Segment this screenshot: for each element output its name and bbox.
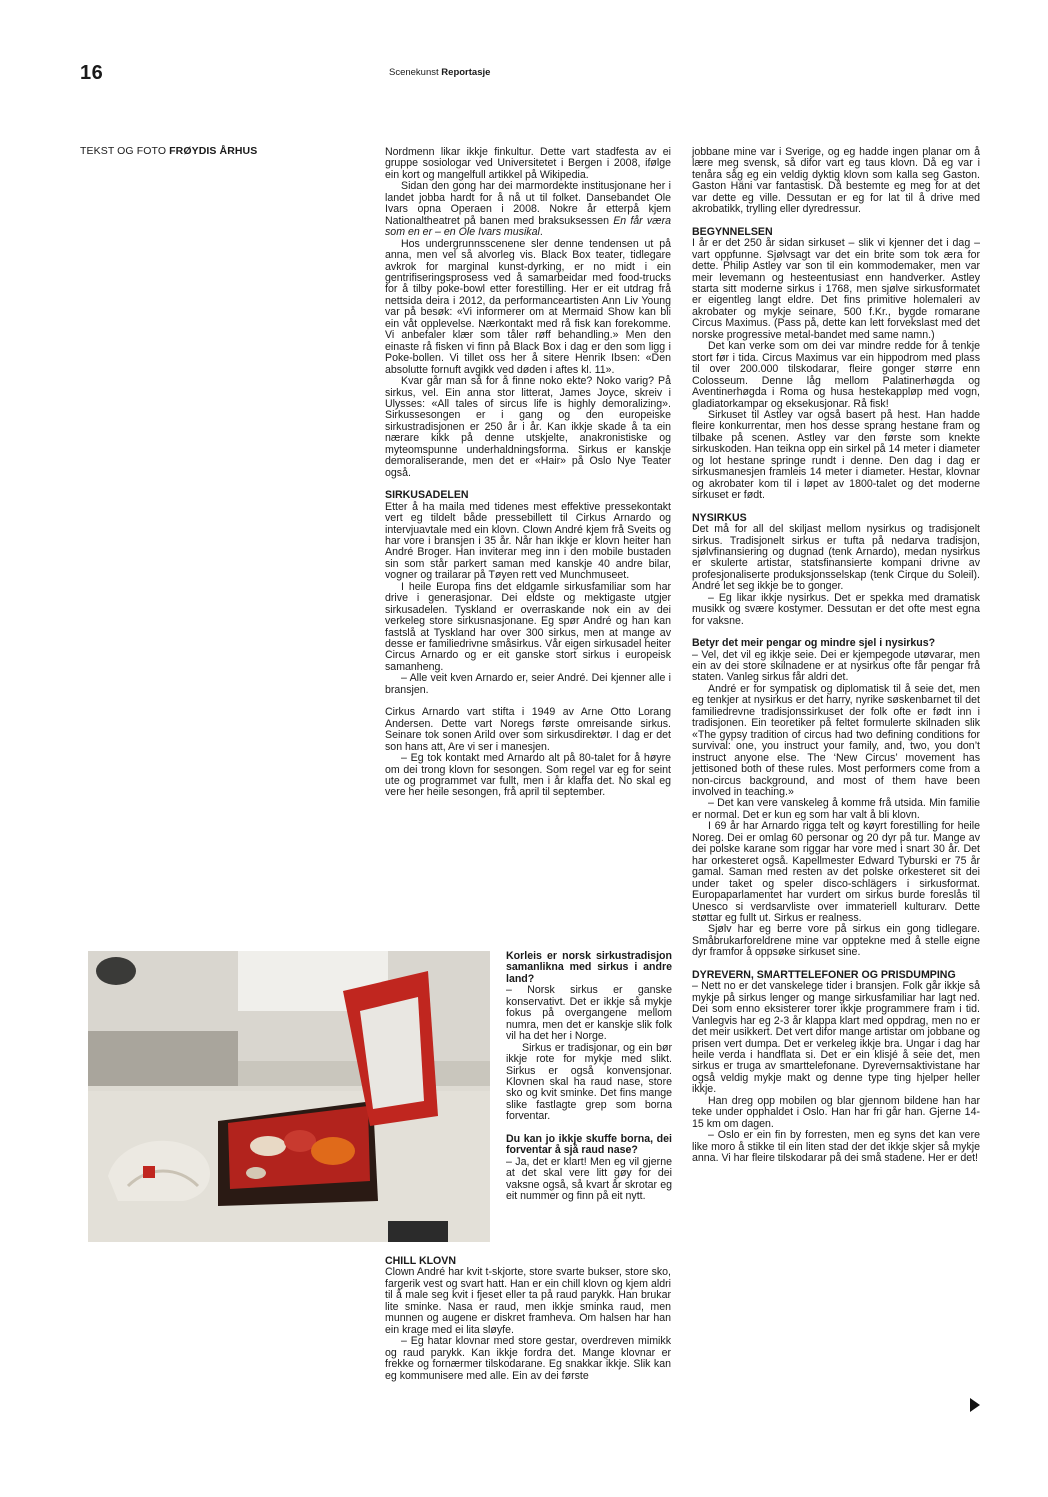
quote-paragraph: – Det kan vere vanskeleg å komme frå utsida. Min familie er normal. Det er kun eg som har valt å bli klovn. [692,797,980,821]
paragraph: Sirkuset til Astley var også basert på hest. Han hadde fleire konkurrentar, men hos desse sprang hestane fram og tilbake på scenen. Astley var den første som knekte sirkuskoden. Han teikna opp ein sirkel på 14 meter i diameter og lot hestane springe rundt i denne. Den dag i dag er sirkusmanesjen framleis 14 meter i diameter. Hestar, klovnar og akrobater kom til i løpet av 1800-talet og det moderne sirkuset er født. [692,408,980,502]
subheading: SIRKUSADELEN [385,489,469,502]
interview-question: Betyr det meir pengar og mindre sjel i nysirkus? [692,637,936,650]
paragraph: – Nett no er det vanskelege tider i bransjen. Folk går ikkje så mykje på sirkus lenger og mange sirkusfamiliar har lagt ned. Dei som enno eksisterer torer ikkje programmere fram i tid. Vanlegvis har eg 2-3 år klappa klart med oppdrag, men no er det meir usikkert. Det vert difor mange artistar om jobbane og prisen vert dumpa. Det er verkeleg ikkje bra. Ungar i dag har heile verda i handflata si. Det er ein klisjé å seie det, men sirkus er truga av smarttelefonane. Dyrevernsaktivistane har også veldig mykje makt og denne type ting hjelper heller ikkje. [692,980,980,1096]
paragraph: Det kan verke som om dei var mindre redde for å tenkje stort før i tida. Circus Maximus var ein hippodrom med plass til over 200.000 tilskodarar, fleire gonger større enn Colosseum. Denne låg mellom Palatinerhøgda og Aventinerhøgda i Roma og husa hestekappløp med vogn, gladiatorkampar og eksekusjonar. Rå fisk! [692,340,980,410]
interview-answer: – Ja, det er klart! Men eg vil gjerne at det skal vere litt gøy for dei vaksne også, så kvart år skrotar eg eit nummer og finn på eit nytt. [506,1155,672,1203]
page-number: 16 [80,62,104,84]
byline-prefix: TEKST OG FOTO [80,145,167,157]
byline-name: FRØYDIS ÅRHUS [169,145,258,157]
quote-paragraph: – Eg likar ikkje nysirkus. Det er spekka med dramatisk musikk og svære kostymer. Dessutan er det ofte mest egna for vaksne. [692,591,980,627]
italic-title: En får væra som en er – en Ole Ivars musikal [385,214,672,239]
subheading: NYSIRKUS [692,511,747,524]
paragraph: Hos undergrunnsscenene sler denne tendensen ut på anna, men vel så alvorleg vis. Black Box teater, tidlegare avkrok for marginal kunst-dyrking, er no midt i ein gentrifiseringsprosess ved å samarbeidar med food-trucks for å tilby poke-bowl etter forestilling. Her er eit utdrag frå nettsida deira i 2012, da performanceartisten Ann Liv Young var på besøk: «Vi informerer om at Mermaid Show kan bli ein våt opplevelse. Nærkontakt med rå fisk kan forekomme. Vi anbefaler klær som tåler røff behandling.» Men den einaste rå fisken vi finn på Black Box i dag er den som ligg i Poke-bollen. Vi tillet oss her å sitere Henrik Ibsen: «Den absolutte fornuft avgikk ved døden i aftes kl. 11». [385,237,671,376]
paragraph: Nordmenn likar ikkje finkultur. Dette vart stadfesta av ei gruppe sosiologar ved Universitetet i Bergen i 2008, ifølge ein kort og mangelfull artikkel på Wikipedia. [385,146,671,181]
article-column-2-bottom [385,1256,671,1382]
paragraph: André er for sympatisk og diplomatisk til å seie det, men eg tenkjer at nysirkus er det harry, nyrike søskenbarnet til det familiedrevne tradisjonssirkuset der folk ofte er født inn i tradisjonen. Ein teoretiker på feltet formulerte skilnaden slik «The gypsy tradition of circus had two defining conditions for survival: one, you instruct your family, and, two, you don’t instruct anyone else. The ‘New Circus’ movement has jettisoned both of these rules. Most performers come from a non-circus background, and most of them have been involved in teaching.» [692,682,980,799]
byline [80,145,257,157]
section-name: Scenekunst [389,67,439,78]
quote-paragraph: – Alle veit kven Arnardo er, seier André. Dei kjenner alle i bransjen. [385,672,671,696]
subheading: DYREVERN, SMARTTELEFONER OG PRISDUMPING [692,968,956,981]
article-column-2 [385,147,671,799]
subheading: BEGYNNELSEN [692,225,773,238]
paragraph: jobbane mine var i Sverige, og eg hadde ingen planar om å lære meg svensk, så difor vart eg taus klovn. Då eg var i tenåra såg eg ein veldig dyktig klovn som kalla seg Gaston. Gaston Häni var fantastisk. Då bestemte eg meg for at det var dette eg ville. Dessutan er eg for lat til å drive med akrobatikk, trylling eller dyredressur. [692,146,980,216]
paragraph: I 69 år har Arnardo rigga telt og køyrt forestilling for heile Noreg. Dei er omlag 60 personar og 20 dyr på tur. Mange av dei polske karane som riggar har vore med i snart 30 år. Det har orkesteret også. Kapellmester Edward Tyburski er 75 år gamal. Saman med resten av det polske orkesteret sit dei under taket og speler disco-schlägers i sirkusformat. Europaparlamentet har vurdert om sirkus burde foreslås til Unesco si verdsarvliste over immateriell kulturarv. Dette støttar eg fullt ut. Sirkus er realness. [692,820,980,924]
interview-inset [506,951,672,1203]
interview-question: Du kan jo ikkje skuffe borna, dei forventar å sjå raud nase? [506,1132,672,1157]
paragraph: I år er det 250 år sidan sirkuset – slik vi kjenner det i dag – vart oppfunne. Sjølvsagt var det ein brite som tok æra for dette. Philip Astley var son til ein kommodemaker, men var meir levemann og hesteentusiast enn handverker. Astley starta sitt moderne sirkus i 1768, men sjølve sirkusformatet er eigentleg langt eldre. Det fins primitive holemaleri av akrobater og mykje seinare, 500 f.Kr., bygde romarane Circus Maximus. (Pass på, dette kan lett forvekslast med det norske progressive metal-bandet med same namn.) [692,237,980,341]
paragraph: Clown André har kvit t-skjorte, store svarte bukser, store sko, fargerik vest og svart hatt. Han er ein chill klovn og kjem aldri til å male seg kvit i fjeset eller ta på raud parykk. Han brukar lite sminke. Nasa er raud, men ikkje sminka raud, men munnen og augene er diskret framheva. Om halsen har han ein krage med ei lita sløyfe. [385,1266,671,1336]
paragraph: Det må for all del skiljast mellom nysirkus og tradisjonelt sirkus. Tradisjonelt sirkus er tufta på nedarva tradisjon, sjølvfinansiering og dugnad (tenk Arnardo), medan nysirkus er skulerte artistar, statsfinansierte kompani drivne av profesjonaliserte produksjonsselskap (tenk Cirque du Soleil). André let seg ikkje be to gonger. [692,523,980,593]
paragraph: Han dreg opp mobilen og blar gjennom bildene han har teke under opphaldet i Oslo. Han har fri går han. Gjerne 14-15 km om dagen. [692,1094,980,1130]
section-label [389,67,490,78]
interview-answer: Sirkus er tradisjonar, og ein bør ikkje rote for mykje med slikt. Sirkus er også konvensjonar. Klovnen skal ha raud nase, store sko og kvit sminke. Det fins mange slike fastlagte grep som borna forventar. [506,1041,672,1123]
quote-paragraph: – Eg hatar klovnar med store gestar, overdreven mimikk og raud parykk. Kan ikkje fordra det. Mange klovnar er frekke og fornærmer tilskodarane. Eg snakkar ikkje. Slik kan eg kommunisere med alle. Ein av dei første [385,1335,671,1382]
paragraph: Etter å ha maila med tidenes mest effektive pressekontakt vert eg tildelt både pressebillett til Cirkus Arnardo og intervjuavtale med ein klovn. Clown André kjem frå Sveits og har vore i bransjen i 35 år. Når han ikkje er klovn heiter han André Broger. Han inviterar meg inn i den mobile bustaden sin som står parkert saman med kanskje 40 andre bilar, vogner og trailarar på Tøyen rett ved Munchmuseet. [385,500,671,582]
article-column-3 [692,147,980,1165]
paragraph: Cirkus Arnardo vart stifta i 1949 av Arne Otto Lorang Andersen. Dette vart Noregs første omreisande sirkus. Seinare tok sonen Arild over som sirkusdirektør. I dag er det son hans att, Are vi ser i manesjen. [385,706,671,753]
paragraph: Kvar går man så for å finne noko ekte? Noko varig? På sirkus, vel. Ein anna stor litterat, James Joyce, skreiv i Ulysses: «All tales of sircus life is highly demoralizing». Sirkussesongen er i gang og den europeiske sirkustradisjonen er 250 år i år. Kan ikkje skade å ta ein nærare kikk på denne utskjelte, anakronistiske og myteomspunne underhaldningsforma. Sirkus er kanskje demoraliserande, men det er «Hair» på Oslo Nye Teater også. [385,375,671,479]
quote-paragraph: – Eg tok kontakt med Arnardo alt på 80-talet for å høyre om dei trong klovn for sesongen. Som regel var eg for seint ute og programmet var fullt, men i år klaffa det. No skal eg vere her heile sesongen, frå april til september. [385,752,671,799]
subheading: CHILL KLOVN [385,1255,457,1267]
paragraph: Sidan den gong har dei marmordekte institusjonane her i landet jobba hardt for å nå ut til folket. Dansebandet Ole Ivars opna Operaen i 2008. Nokre år etterpå kjem Nationaltheatret på banen med braksuksessen En får væra som en er – en Ole Ivars musikal. [385,180,672,239]
section-type: Reportasje [441,67,491,78]
clown-makeup-box-photo [88,951,490,1242]
interview-answer: – Norsk sirkus er ganske konservativt. Det er ikkje så mykje fokus på overgangene mellom numra, men det er kanskje slik folk vil ha det her i Norge. [506,984,672,1043]
quote-paragraph: – Oslo er ein fin by forresten, men eg syns det kan vere like moro å stikke til ein liten stad der det ikkje skjer så mykje anna. Vi har fleire tilskodarar på dei små stadene. Her er det! [692,1129,980,1165]
interview-question: Korleis er norsk sirkustradisjon samanlikna med sirkus i andre land? [506,950,672,985]
paragraph: Sjølv har eg berre vore på sirkus ein gong tidlegare. Småbrukarforeldrene mine var opptekne med å stelle eigne dyr framfor å oppsøke sirkuset sine. [692,923,980,959]
paragraph: – Vel, det vil eg ikkje seie. Dei er kjempegode utøvarar, men ein av dei store skilnadene er at nysirkus ofte får pengar frå staten. Vanleg sirkus får aldri det. [692,648,980,684]
paragraph: I heile Europa fins det eldgamle sirkusfamiliar som har drive i generasjonar. Dei eldste og mektigaste utgjer sirkusadelen. Tyskland er overraskande nok ein av dei verkeleg store sirkusnasjonane. Eg spør André og han kan fastslå at Tyskland har over 300 sirkus, men at mange av desse er familiedrivne småsirkus. Vår eigen sirkusadel heiter Circus Arnardo og er eit ganske stort sirkus i europeisk samanheng. [385,580,671,673]
triangle-right-icon [970,1398,980,1412]
